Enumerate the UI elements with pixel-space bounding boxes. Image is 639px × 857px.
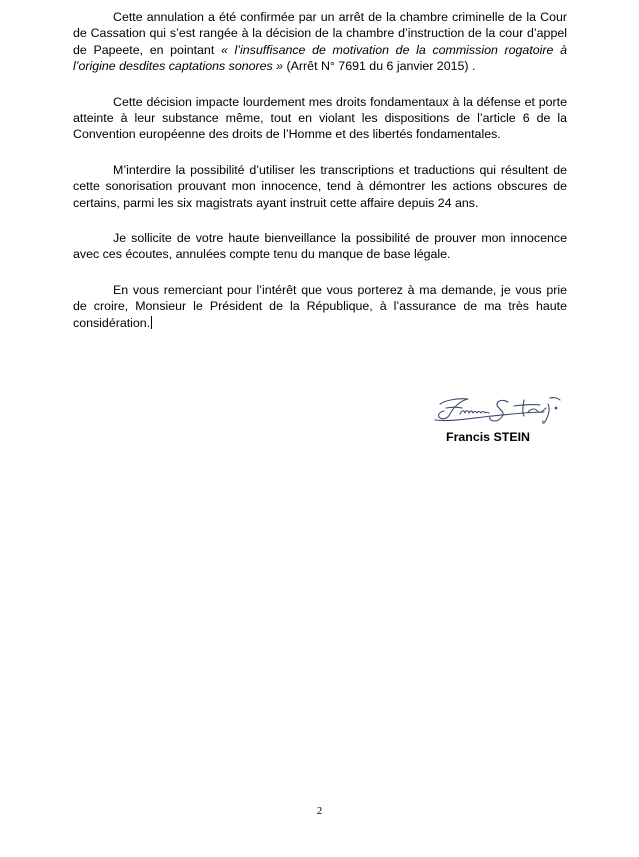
paragraph-closing-text: En vous remerciant pour l’intérêt que vous porterez à ma demande, je vous prie de croire, Monsieur le Président de la République, à l’assurance de ma très haute considération. [73, 282, 567, 330]
paragraph-annulation-text: Cette annulation a été confirmée par un arrêt de la chambre criminelle de la Cour de Cassation qui s’est rangée à la décision de la chambre d’instruction de la cour d’appel de Papeete, en pointant [73, 10, 567, 57]
text-cursor [151, 316, 152, 329]
paragraph-decision-impact: Cette décision impacte lourdement mes droits fondamentaux à la défense et porte atteinte à leur substance même, tout en violant les dispositions de l’article 6 de la Convention européenne des droits de l’Homme et des libertés fondamentales. [73, 94, 567, 142]
letter-body [73, 9, 567, 331]
court-ruling-reference: (Arrêt N° 7691 du 6 janvier 2015) . [283, 59, 476, 74]
page-number: 2 [316, 805, 323, 817]
court-quote: « l’insuffisance de motivation de la commission rogatoire à l’origine desdites captations sonores » [73, 42, 567, 74]
handwritten-signature [432, 386, 568, 428]
signer-name: Francis STEIN [446, 430, 531, 444]
paragraph-interdiction: M’interdire la possibilité d’utiliser les transcriptions et traductions qui résultent de cette sonorisation prouvant mon innocence, tend à démontrer les actions obscures de certains, parmi les six magistrats ayant instruit cette affaire depuis 24 ans. [73, 162, 567, 210]
paragraph-request: Je sollicite de votre haute bienveillance la possibilité de prouver mon innocence avec ces écoutes, annulées compte tenu du manque de base légale. [73, 231, 567, 262]
paragraph-annulation [73, 9, 567, 75]
paragraph-closing [73, 282, 567, 331]
